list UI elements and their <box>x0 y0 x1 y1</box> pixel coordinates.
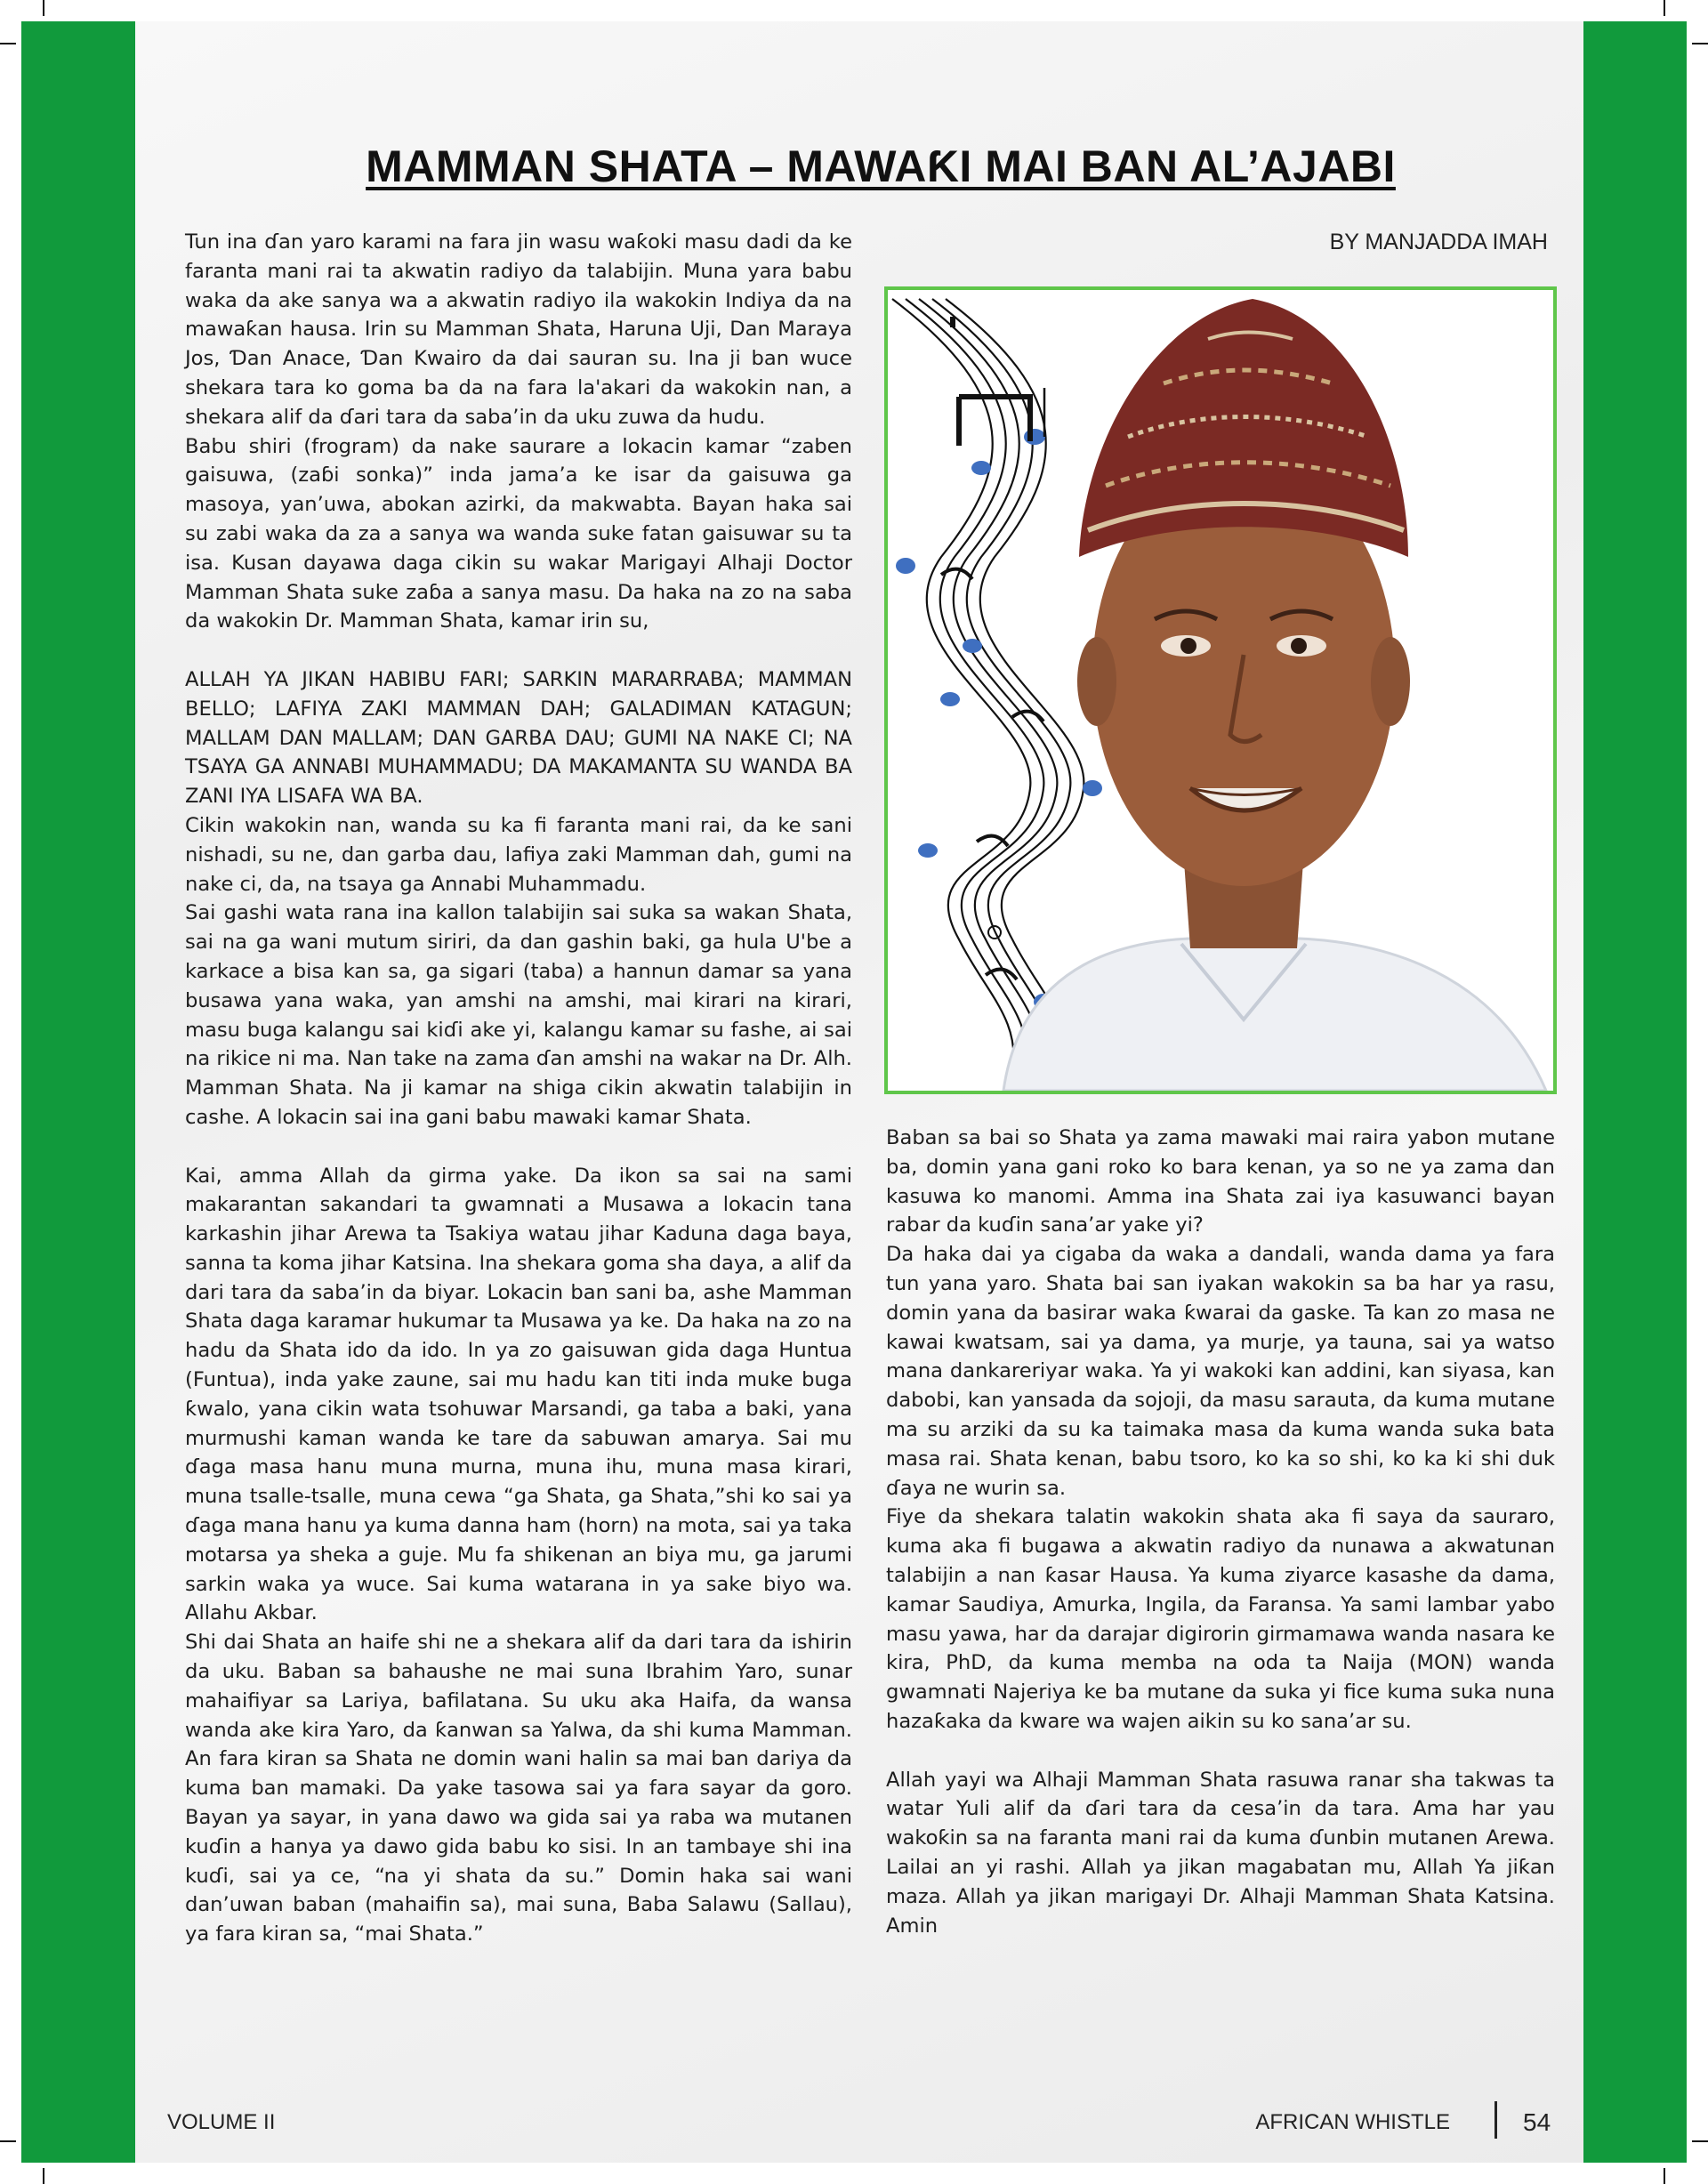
portrait-illustration <box>888 290 1553 1091</box>
magazine-name: AFRICAN WHISTLE <box>1255 2110 1450 2134</box>
portrait-photo <box>884 286 1557 1094</box>
crop-mark <box>1664 0 1665 16</box>
cap <box>1079 299 1408 557</box>
crop-mark <box>1692 43 1708 44</box>
paragraph: Allah yayi wa Alhaji Mamman Shata rasuwa ranar sha takwas ta watar Yuli alif da ɗari tara da cesa’in da tara. Ama har yau wakoƙin sa na faranta mani rai da kuma ɗunbin mutanen Arewa. Lailai an yi rashi. Allah ya jikan magabatan mu, Allah Ya jiƙan maza. Allah ya jikan marigayi Dr. Alhaji Mamman Shata Katsina. Amin <box>886 1768 1555 1938</box>
crop-mark <box>0 43 16 44</box>
paragraph: Shi dai Shata an haife shi ne a shekara alif da dari tara da ishirin da uku. Baban sa bahaushe ne mai suna Ibrahim Yaro, sunar mahaifiyar sa Lariya, bafilatana. Su uku aka Haifa, da wansa wanda ake kira Yaro, da ƙanwan sa Yalwa, da shi kuma Mamman. An fara kiran sa Shata ne domin wani halin sa mai ban dariya da kuma ban mamaki. Da yake tasowa sai ya fara sayar da goro. Bayan ya sayar, in yana dawo wa gida sai ya raba wa mutanen kuɗin a hanya ya dawo gida babu ko sisi. In an tambaye shi ina kuɗi, sai ya ce, “na yi shata da su.” Domin haka sai wani dan’uwan baban (mahaifin sa), mai suna, Baba Salawu (Sallau), ya fara kiran sa, “mai Shata.” <box>185 1631 852 1946</box>
right-green-band <box>1583 21 1687 2163</box>
paragraph: Cikin wakokin nan, wanda su ka fi faranta mani rai, da ke sani nishadi, su ne, dan garba dau, lafiya zaki Mamman dah, gumi na nake ci, da, na tsaya ga Annabi Muhammadu. <box>185 813 852 896</box>
crop-mark <box>1664 2168 1665 2184</box>
paragraph: Kai, amma Allah da girma yake. Da ikon sa sai na sami makarantan sakandari ta gwamnati a Musawa a lokacin tana karkashin jihar Arewa ta Tsakiya watau jihar Kaduna daga baya, sanna ta koma jihar Katsina. Ina shekara goma sha daya, a alif da dari tara da saba’in da biyar. Lokacin ban sani ba, ashe Mamman Shata daga karamar hukumar ta Musawa ya ke. Da haka na zo na hadu da Shata ido da ido. In ya zo gaisuwan gida daga Huntua (Funtua), inda yake zaune, sai mu hadu kan titi inda muke buga ƙwalo, yana cikin wata tsohuwar Marsandi, ga taba a baki, yana murmushi kaman wanda ke tare da sabuwan amarya. Sai mu ɗaga masa hanu muna murna, muna ihu, muna masa kirari, muna tsalle-tsalle, muna cewa “ga Shata, ga Shata,”shi ko sai ya ɗaga mana hanu ya kuma danna ham (horn) na mota, sai ya taka motarsa ya sheka a guje. Mu fa shikenan an biya mu, ga jarumi sarkin waka ya wuce. Sai kuma watarana in ya sake biyo wa. Allahu Akbar. <box>185 1164 852 1625</box>
song-list-paragraph: ALLAH YA JIKAN HABIBU FARI; SARKIN MARARRABA; MAMMAN BELLO; LAFIYA ZAKI MAMMAN DAH; GALADIMAN KATAGUN; MALLAM DAN MALLAM; DAN GARBA DAU; GUMI NA NAKE CI; NA TSAYA GA ANNABI MUHAMMADU; DA MAKAMANTA SU WANDA BA ZANI IYA LISAFA WA BA. <box>185 667 852 809</box>
paragraph: Da haka dai ya cigaba da waka a dandali, wanda dama ya fara tun yana yaro. Shata bai san iyakan wakokin sa ba har ya rasu, domin yana da basirar waka ƙwarai da gaske. Ta kan zo masa ne kawai kwatsam, sai ya dama, ya murje, ya tauna, sai ya watso mana dankareriyar waka. Ya yi wakoki kan addini, kan siyasa, kan dabobi, kan yansada da sojoji, da masu sarauta, da kuma mutane ma su arziki da su ka taimaka masa da kuma wanda suka bata masa rai. Shata kenan, babu tsoro, ko ka so shi, ko ka ki shi duk ɗaya ne wurin sa. <box>886 1243 1555 1500</box>
crop-mark <box>1692 2140 1708 2142</box>
left-text-column <box>185 228 852 1949</box>
paragraph: Sai gashi wata rana ina kallon talabijin sai suka sa wakan Shata, sai na ga wani mutum siriri, da dan gashin baki, ga hula U'be a karkace a bisa kan sa, ga sigari (taba) a hannun damar sa yana busawa yana waka, yan amshi na amshi, mai kirari na kirari, masu buga kalangu sai kiɗi ake yi, kalangu kamar su fashe, ai sai na rikice ni ma. Nan take na zama ɗan amshi na wakar na Dr. Alh. Mamman Shata. Na ji kamar na shiga cikin akwatin talabijin in cashe. A lokacin sai ina gani babu mawaki kamar Shata. <box>185 901 852 1129</box>
right-text-column <box>886 1124 1555 1940</box>
paragraph: Baban sa bai so Shata ya zama mawaki mai raira yabon mutane ba, domin yana gani roko ko bara kenan, ya so ne ya zama dan kasuwa ko manomi. Amma ina Shata zai iya kasuwanci bayan rabar da kuɗin sana’ar yake yi? <box>886 1126 1555 1237</box>
volume-label: VOLUME II <box>167 2110 276 2134</box>
footer-divider <box>1494 2101 1497 2139</box>
article-title: MAMMAN SHATA – MAWAƘI MAI BAN AL’AJABI <box>366 141 1396 191</box>
paragraph: Tun ina ɗan yaro karami na fara jin wasu waƙoki masu dadi da ke faranta mani rai ta akwatin radiyo da talabijin. Muna yara babu waka da ake sanya wa a akwatin radiyo ila wakokin Indiya da na mawaƙan hausa. Irin su Mamman Shata, Haruna Uji, Dan Maraya Jos, Ɗan Anace, Ɗan Kwairo da dai sauran su. Ina ji ban wuce shekara tara ko goma ba da na fara la'akari da wakokin nan, a shekara alif da ɗari tara da saba’in da uku zuwa da hudu. <box>185 230 852 429</box>
paragraph: Babu shiri (frogram) da nake saurare a lokacin kamar “zaben gaisuwa, (zaɓi sonka)” inda jama’a ke isar da gaisuwa ga masoya, yan’uwa, abokan azirki, da makwabta. Bayan haka sai su zabi waka da za a sanya wa wanda suke fatan gaisuwar su ta isa. Kusan dayawa daga cikin su wakar Marigayi Alhaji Doctor Mamman Shata suke zaɓa a sanya masu. Da haka na zo na saba da wakokin Dr. Mamman Shata, kamar irin su, <box>185 434 852 633</box>
crop-mark <box>0 2140 16 2142</box>
left-green-band <box>21 21 135 2163</box>
page-number: 54 <box>1523 2108 1551 2136</box>
crop-mark <box>43 2168 44 2184</box>
paragraph: Fiye da shekara talatin wakokin shata aka fi saya da sauraro, kuma aka fi bugawa a akwatin radiyo da nunawa a akwatunan talabijin a nan ƙasar Hausa. Ya kuma ziyarce kasashe da dama, kamar Saudiya, Amurka, Ingila, da Faransa. Ya sami lambar yabo masu yawa, har da darajar digirorin girmamawa wanda nasara ke kira, PhD, da kuma memba na oda ta Naija (MON) wanda gwamnati Najeriya ke ba mutane da suka yi fice kuma suka nuna hazaƙaka da kware wa wajen aikin su ko sana’ar su. <box>886 1505 1555 1733</box>
music-staff-icon <box>892 299 1084 1073</box>
crop-mark <box>43 0 44 16</box>
garment <box>1003 939 1546 1091</box>
author-byline: BY MANJADDA IMAH <box>1329 230 1548 254</box>
